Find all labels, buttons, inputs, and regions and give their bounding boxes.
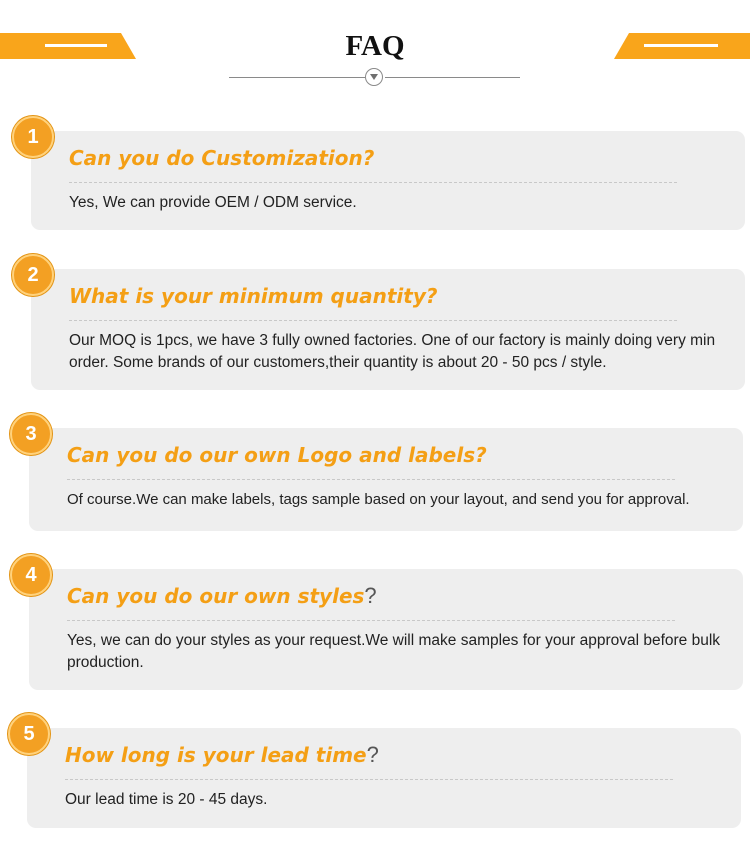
faq-answer-4: Yes, we can do your styles as your request.We will make samples for your approval before bulk production. <box>67 632 721 671</box>
faq-question-3-text: Can you do our own Logo and labels? <box>67 443 487 467</box>
faq-answer-2: Our MOQ is 1pcs, we have 3 fully owned factories. One of our factory is mainly doing very min order. Some brands of our customers,their quantity is about 20 - 50 pcs / style. <box>69 332 716 371</box>
faq-divider-3 <box>67 479 675 480</box>
faq-question-5-text: How long is your lead time <box>65 743 367 767</box>
faq-divider-4 <box>67 620 675 621</box>
faq-answer-5: Our lead time is 20 - 45 days. <box>65 791 268 808</box>
faq-question-5-mark: ? <box>366 742 379 767</box>
faq-number-badge-3: 3 <box>10 413 52 455</box>
faq-question-3 <box>67 442 487 468</box>
faq-question-1-text: Can you do Customization? <box>69 146 375 170</box>
faq-number-badge-4: 4 <box>10 554 52 596</box>
faq-question-1 <box>69 145 374 171</box>
faq-answer-1: Yes, We can provide OEM / ODM service. <box>69 194 357 211</box>
faq-number-badge-5: 5 <box>8 713 50 755</box>
title-divider-right <box>385 77 520 78</box>
faq-divider-1 <box>69 182 677 183</box>
page-title: FAQ <box>345 30 405 62</box>
title-divider-left <box>229 77 365 78</box>
faq-question-4-mark: ? <box>364 583 377 608</box>
faq-question-2 <box>69 283 437 309</box>
faq-answer-3: Of course.We can make labels, tags sample based on your layout, and send you for approval. <box>67 491 690 508</box>
faq-question-5 <box>65 742 379 768</box>
faq-question-4 <box>67 583 377 609</box>
faq-question-2-text: What is your minimum quantity? <box>69 284 438 308</box>
faq-number-badge-2: 2 <box>12 254 54 296</box>
chevron-down-icon <box>365 68 383 86</box>
faq-divider-2 <box>69 320 677 321</box>
faq-question-4-text: Can you do our own styles <box>67 584 365 608</box>
faq-number-badge-1: 1 <box>12 116 54 158</box>
faq-divider-5 <box>65 779 673 780</box>
